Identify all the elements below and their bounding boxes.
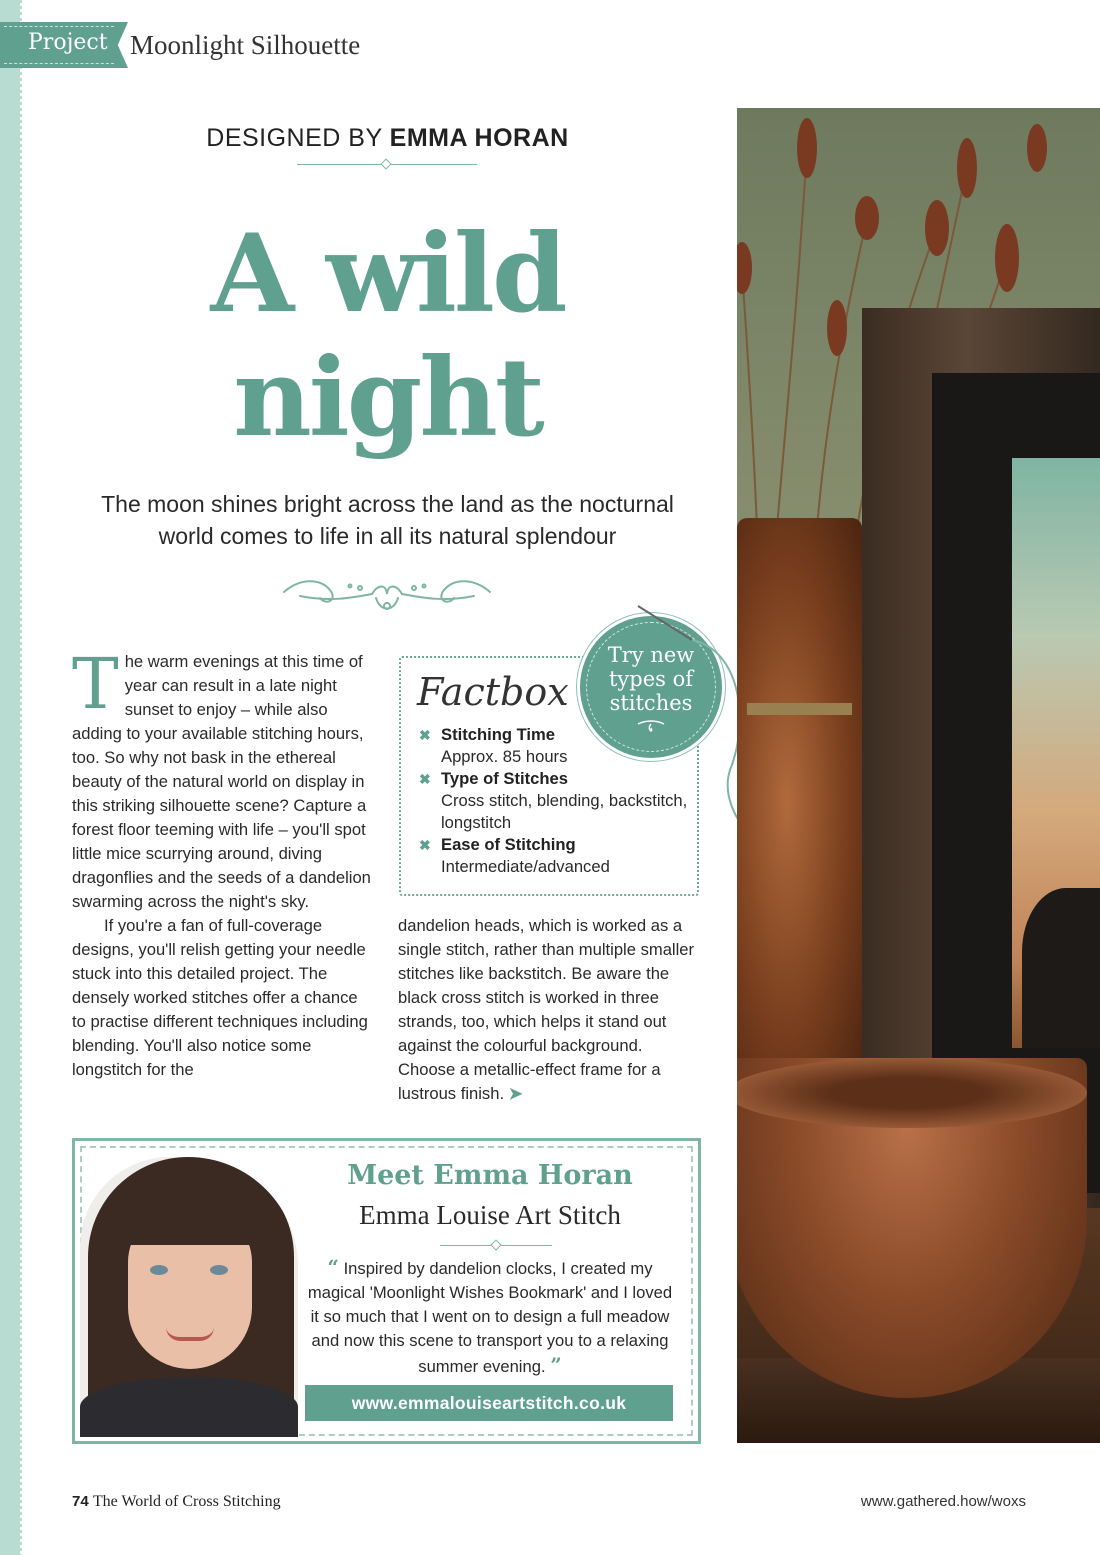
fact-label: Ease of Stitching bbox=[441, 835, 576, 854]
badge-line1: Try new bbox=[607, 643, 695, 667]
designer-website-link[interactable]: www.emmalouiseartstitch.co.uk bbox=[305, 1385, 673, 1421]
designer-prefix: DESIGNED BY bbox=[206, 124, 383, 152]
portrait-fringe bbox=[120, 1187, 260, 1245]
fact-item-ease bbox=[419, 834, 689, 878]
page-number: 74 bbox=[72, 1493, 89, 1510]
fact-value: Approx. 85 hours bbox=[441, 747, 568, 766]
article-title-line2: night bbox=[233, 335, 542, 461]
meet-subheading: Emma Louise Art Stitch bbox=[359, 1200, 621, 1230]
footer-website-link[interactable]: www.gathered.how/woxs bbox=[860, 1493, 1026, 1510]
cross-stitch-bullet-icon: ✖ bbox=[419, 837, 431, 853]
left-decorative-strip bbox=[0, 0, 20, 1555]
cross-stitch-bullet-icon: ✖ bbox=[419, 727, 431, 743]
open-quote-icon: “ bbox=[327, 1255, 339, 1279]
article-title-line1: A wild bbox=[210, 211, 565, 337]
flourish-ornament-icon bbox=[280, 572, 494, 620]
photo-vase-band bbox=[747, 703, 852, 715]
magazine-name: The World of Cross Stitching bbox=[92, 1493, 281, 1510]
factbox-title: Factbox bbox=[417, 670, 569, 714]
standfirst-line1: The moon shines bright across the land as the nocturnal bbox=[101, 491, 674, 517]
designer-divider-diamond bbox=[380, 158, 391, 169]
badge-line3: stitches bbox=[609, 691, 693, 715]
meet-heading: Meet Emma Horan bbox=[347, 1160, 633, 1191]
drop-cap: T bbox=[72, 643, 119, 725]
article-standfirst bbox=[80, 488, 695, 552]
body-column-right bbox=[398, 914, 698, 1106]
badge-line2: types of bbox=[608, 667, 694, 691]
portrait-eye bbox=[210, 1265, 228, 1275]
portrait-eye bbox=[150, 1265, 168, 1275]
photo-vase bbox=[737, 518, 862, 1088]
portrait-smile bbox=[166, 1327, 214, 1341]
project-photo bbox=[737, 108, 1100, 1443]
standfirst-line2: world comes to life in all its natural splendour bbox=[158, 523, 617, 549]
body-paragraph-3 bbox=[398, 914, 698, 1106]
body-paragraph-3-text: dandelion heads, which is worked as a single stitch, rather than multiple smaller stitches like backstitch. Be aware the black cross stitch is worked in three strands, too, which helps it stand out against the colourful background. Choose a metallic-effect frame for a lustrous finish. bbox=[398, 916, 695, 1103]
cross-stitch-bullet-icon: ✖ bbox=[419, 771, 431, 787]
section-label: Project bbox=[28, 30, 108, 55]
footer-left bbox=[72, 1493, 281, 1511]
designer-quote-text: Inspired by dandelion clocks, I created my magical 'Moonlight Wishes Bookmark' and I loved it so much that I went on to design a full meadow and now this scene to transport you to a relaxing summer evening. bbox=[307, 1259, 673, 1376]
body-paragraph-1 bbox=[72, 643, 372, 914]
close-quote-icon: ” bbox=[550, 1353, 562, 1377]
fact-value: Cross stitch, blending, backstitch, longstitch bbox=[441, 791, 688, 832]
photo-silhouette bbox=[1022, 888, 1100, 1048]
photo-bowl-rim bbox=[737, 1058, 1087, 1128]
designer-name: EMMA HORAN bbox=[389, 124, 569, 152]
fact-label: Stitching Time bbox=[441, 725, 556, 744]
body-paragraph-1-text: he warm evenings at this time of year can result in a late night sunset to enjoy – while also adding to your available stitching hours, too. So why not bask in the ethereal beauty of the natural world on display in this striking silhouette scene? Capture a forest floor teeming with life – you'll spot little mice scurrying around, diving dragonflies and the seeds of a dandelion swarming across the night's sky. bbox=[72, 652, 371, 911]
designer-portrait bbox=[80, 1157, 298, 1437]
continue-arrow-icon: ➤ bbox=[508, 1084, 523, 1103]
portrait-top bbox=[80, 1377, 298, 1437]
designer-credit bbox=[140, 124, 635, 153]
body-paragraph-2: If you're a fan of full-coverage designs, you'll relish getting your needle stuck into this detailed project. The densely worked stitches offer a chance to practise different techniques including blending. You'll also notice some longstitch for the bbox=[72, 916, 368, 1079]
body-column-left bbox=[72, 643, 372, 1082]
header-title: Moonlight Silhouette bbox=[130, 30, 361, 60]
fact-label: Type of Stitches bbox=[441, 769, 568, 788]
designer-quote bbox=[306, 1255, 674, 1379]
fact-value: Intermediate/advanced bbox=[441, 857, 610, 876]
article-title bbox=[100, 212, 675, 460]
left-strip-stitching bbox=[20, 0, 22, 1555]
